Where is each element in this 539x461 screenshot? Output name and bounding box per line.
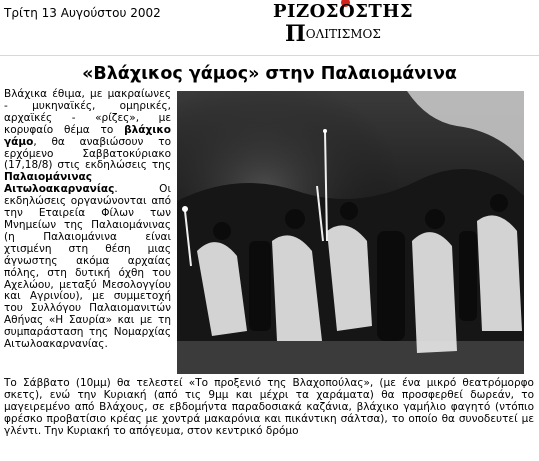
section-rest: ΟΛΙΤΙΣΜΟΣ [305, 27, 381, 41]
article-body [4, 378, 534, 438]
lead-text-1: Βλάχικα έθιμα, με μακραίωνες - μυκηναϊκές, ομηρικές, αρχαϊκές - «ρίζες», με κορυφαίο θέμα το [4, 88, 171, 136]
masthead-suffix: ΣΤΗΣ [355, 1, 414, 22]
article-body-paragraph: Το Σάββατο (10μμ) θα τελεστεί «Το προξενιό της Βλαχοπούλας», (με ένα μικρό θεατρόμορφο σκετς), ενώ την Κυριακή (από τις 9μμ και μέχρι τα χαράματα) θα προσφερθεί δωρεάν, το μαγειρεμένο από Βλάχους, σε εβδομήντα παραδοσιακά καζάνια, βλάχικο γαμήλιο φαγητό (ντόπιο φρέσκο προβατίσιο κρέας με χοντρά μακαρόνια και πικάντικη σάλτσα), το οποίο θα συνοδευτεί με γλέντι. Την Κυριακή το απόγευμα, στον κεντρικό δρόμο [4, 377, 534, 437]
article-photo [177, 91, 524, 374]
newspaper-masthead[interactable] [273, 1, 413, 22]
lead-text-3: . Οι εκδηλώσεις οργανώνονται από την Εταιρεία Φίλων των Μνημείων της Παλαιομάνινας (η Παλαιομάνινα είναι χτισμένη στη θέση μιας άγνωστης ακόμα αρχαίας πόλης, στη δυτική όχθη του Αχελώου, μεταξύ Μεσολογγίου και Αγρινίου), με συμμετοχή του Συλλόγου Παλαιομανιτών Αθήνας «Η Σαυρία» και με τη συμπαράσταση της Νομαρχίας Αιτωλοακαρνανίας. [4, 183, 171, 351]
photo-procession-image [177, 91, 524, 374]
masthead-logo-letter: Ο [339, 1, 356, 22]
section-initial: Π [285, 21, 306, 47]
lead-bold-2: Παλαιομάνινας Αιτωλοακαρνανίας [4, 171, 115, 196]
issue-date: Τρίτη 13 Αυγούστου 2002 [4, 6, 161, 20]
lead-bold-1: βλάχικο γάμο [4, 123, 171, 148]
header-divider [0, 55, 539, 56]
article-lead-paragraph [4, 89, 171, 351]
lead-text-2: , θα αναβιώσουν το ερχόμενο Σαββατοκύριακο (17,18/8) στις εκδηλώσεις της [4, 135, 171, 172]
section-title [285, 21, 381, 47]
article-headline: «Βλάχικος γάμος» στην Παλαιομάνινα [82, 64, 457, 84]
page-header [0, 0, 539, 47]
masthead-prefix: ΡΙΖΟΣ [273, 1, 340, 22]
